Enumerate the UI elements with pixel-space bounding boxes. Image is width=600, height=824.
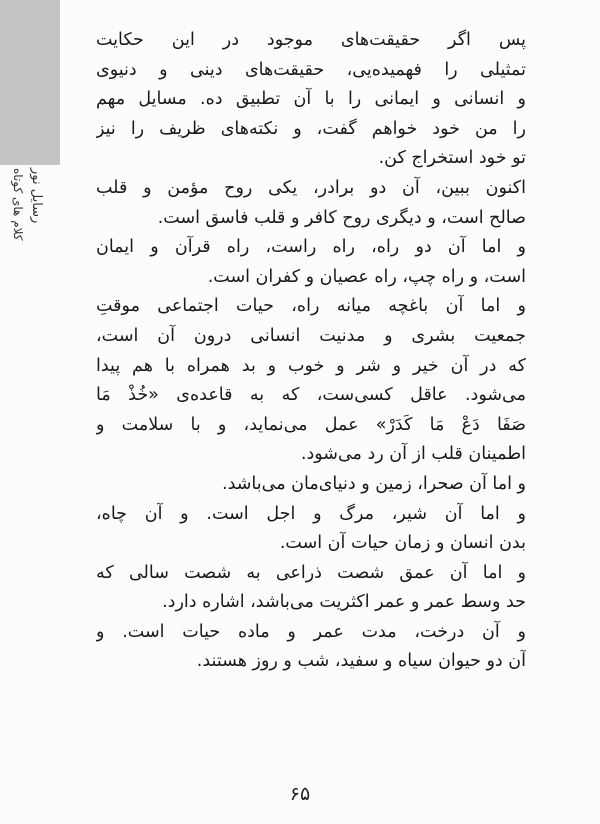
page-number: ۶۵ — [289, 783, 311, 805]
text-line: می‌شود. عاقل کسی‌ست، که به قاعده‌ی «خُذْ مَا — [96, 385, 526, 406]
text-line: پس اگر حقیقت‌های موجود در این حکایت — [96, 30, 526, 50]
text-line: حد وسط عمر و عمر اکثریت می‌باشد، اشاره دارد. — [162, 592, 526, 613]
text-line: و اما آن شیر، مرگ و اجل است. و آن چاه، — [96, 503, 526, 524]
text-line: صَفَا دَعْ مَا كَدَرْ» عمل می‌نماید، و با سلامت و — [96, 414, 526, 435]
text-line: صالح است، و دیگری روح کافر و قلب فاسق است. — [157, 207, 526, 228]
text-line: و اما آن باغچه میانه راه، حیات اجتماعی موقتِ — [96, 296, 526, 317]
text-line: و اما آن دو راه، راه راست، راه قرآن و ایمان — [96, 237, 526, 258]
text-line: اکنون ببین، آن دو برادر، یکی روح مؤمن و قلب — [96, 177, 526, 198]
text-line: و انسانی و ایمانی را با آن تطبیق ده. مسایل مهم — [96, 89, 526, 110]
book-subtitle: کلام های کوتاه — [11, 168, 25, 241]
text-line: تمثیلی را فهمیده‌یی، حقیقت‌های دینی و دنیوی — [96, 59, 526, 80]
text-line: را من خود خواهم گفت، و نکته‌های ظریف را نیز — [96, 118, 526, 139]
text-line: و اما آن صحرا، زمین و دنیای‌مان می‌باشد. — [222, 473, 526, 494]
body-text — [96, 26, 526, 677]
text-line: اطمینان قلب از آن رد می‌شود. — [300, 444, 526, 465]
text-line: بدن انسان و زمان حیات آن است. — [279, 533, 526, 554]
text-line: تو خود استخراج کن. — [378, 148, 526, 169]
text-line: و اما آن عمق شصت ذراعی به شصت سالی که — [96, 562, 526, 583]
text-line: آن دو حیوان سیاه و سفید، شب و روز هستند. — [196, 651, 526, 672]
text-line: و آن درخت، مدت عمر و ماده حیات است. و — [96, 621, 526, 642]
chapter-tab — [0, 0, 60, 165]
text-line: که در آن خیر و شر و خوب و بد همراه با هم پیدا — [96, 355, 526, 376]
text-line: است، و راه چپ، راه عصیان و کفران است. — [207, 266, 526, 287]
running-header — [6, 168, 54, 268]
text-line: جمعیت بشری و مدنیت انسانی درون آن است، — [96, 325, 526, 346]
book-title: رسایل نور — [29, 168, 44, 224]
